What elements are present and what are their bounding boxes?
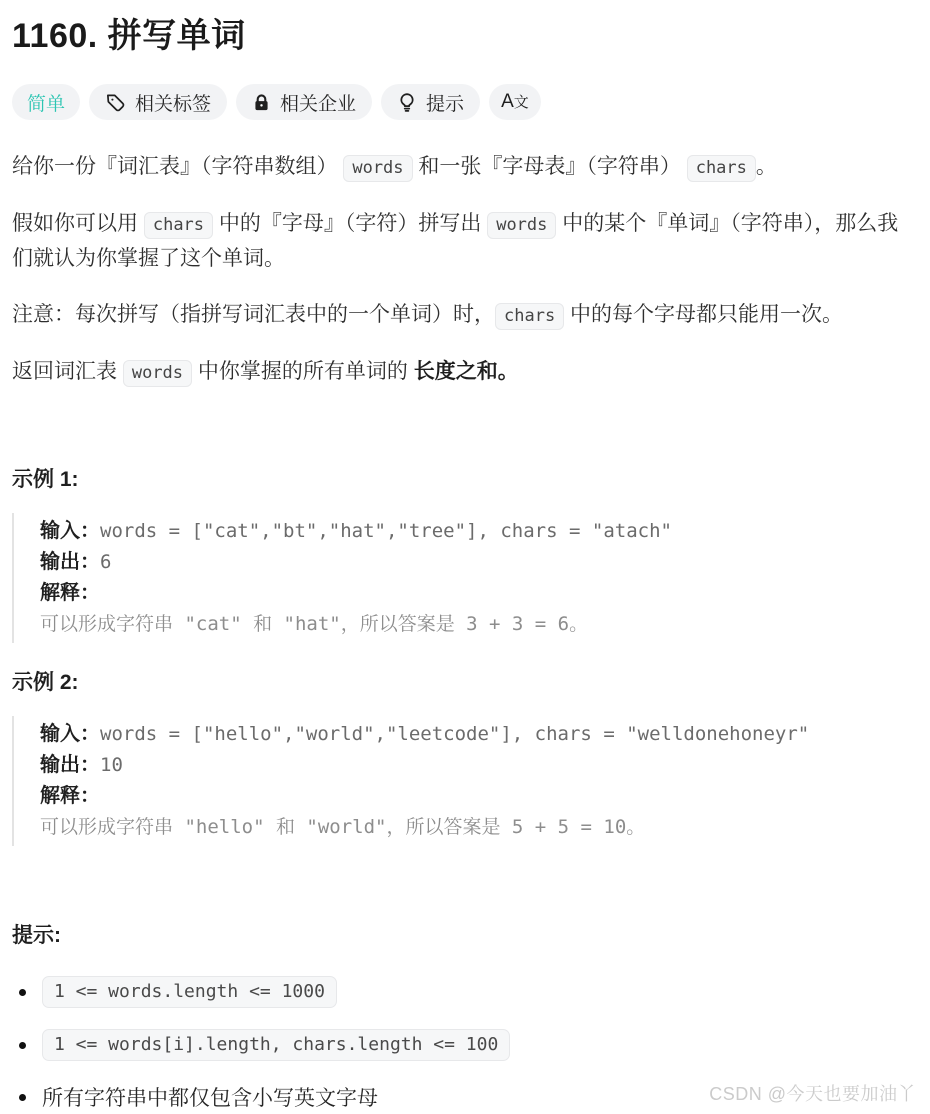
text-run: 。 — [755, 155, 777, 178]
text-run: 给你一份『词汇表』（字符串数组） — [12, 155, 344, 178]
problem-description — [12, 150, 916, 390]
output-label: 输出： — [40, 754, 100, 776]
input-label: 输入： — [40, 520, 100, 542]
difficulty-badge: 简单 — [12, 84, 80, 120]
text-run: 中的『字母』（字符）拼写出 — [213, 212, 488, 235]
constraint-text: 所有字符串中都仅包含小写英文字母 — [42, 1087, 378, 1110]
text-run: 中的每个字母都只能用一次。 — [564, 303, 844, 326]
inline-code: words — [487, 212, 556, 239]
input-value: words = ["cat","bt","hat","tree"], chars = "atach" — [100, 520, 672, 542]
constraints-title: 提示: — [12, 924, 61, 947]
related-companies-label: 相关企业 — [280, 93, 357, 115]
output-value: 6 — [100, 551, 112, 573]
example-explanation: 可以形成字符串 "cat" 和 "hat"，所以答案是 3 + 3 = 6。 — [40, 613, 589, 635]
description-paragraph-4 — [12, 355, 916, 390]
bold-text: 长度之和。 — [413, 360, 519, 383]
inline-code: chars — [687, 155, 756, 182]
text-run: 和一张『字母表』（字符串） — [412, 155, 687, 178]
bullet-dot — [19, 989, 26, 996]
example-header: 示例 1: — [12, 468, 79, 491]
input-value: words = ["hello","world","leetcode"], chars = "welldonehoneyr" — [100, 723, 810, 745]
example-explanation: 可以形成字符串 "hello" 和 "world"，所以答案是 5 + 5 = 10。 — [40, 816, 646, 838]
example-block — [12, 513, 916, 643]
example-explain-line — [40, 578, 916, 609]
badge-row — [12, 84, 916, 120]
bullet-dot — [19, 1094, 26, 1101]
constraint-code: 1 <= words.length <= 1000 — [42, 976, 337, 1008]
text-run: 中的某个『单词』（字符串），那么我们就认为你掌握了这个单词。 — [12, 212, 899, 270]
description-paragraph-3 — [12, 298, 916, 333]
example-output-line — [40, 547, 916, 578]
examples-section — [12, 466, 916, 846]
output-value: 10 — [100, 754, 123, 776]
bullet-dot — [19, 1042, 26, 1049]
example-block — [12, 716, 916, 846]
page-title: 1160. 拼写单词 — [12, 17, 246, 55]
related-companies-button[interactable] — [236, 84, 372, 120]
example-input-line — [40, 516, 916, 547]
text-run: 假如你可以用 — [12, 212, 144, 235]
constraint-item — [12, 976, 916, 1008]
inline-code: words — [343, 155, 412, 182]
text-run: 中你掌握的所有单词的 — [192, 360, 414, 383]
translate-button[interactable] — [489, 84, 541, 120]
example-input-line — [40, 719, 916, 750]
constraint-code: 1 <= words[i].length, chars.length <= 100 — [42, 1029, 510, 1061]
example-header: 示例 2: — [12, 671, 79, 694]
explain-label: 解释： — [40, 582, 100, 604]
related-tags-button[interactable] — [89, 84, 227, 120]
text-run: 返回词汇表 — [12, 360, 123, 383]
watermark: CSDN @今天也要加油丫 — [709, 1084, 916, 1104]
related-tags-label: 相关标签 — [135, 93, 212, 115]
inline-code: chars — [144, 212, 213, 239]
input-label: 输入： — [40, 723, 100, 745]
lightbulb-icon — [397, 92, 417, 113]
text-run: 注意：每次拼写（指拼写词汇表中的一个单词）时， — [12, 303, 495, 326]
example-output-line — [40, 750, 916, 781]
description-paragraph-2 — [12, 207, 916, 276]
hint-badge-label: 提示 — [426, 93, 465, 115]
output-label: 输出： — [40, 551, 100, 573]
example-explain-line — [40, 781, 916, 812]
hint-button[interactable] — [381, 84, 480, 120]
description-paragraph-1 — [12, 150, 916, 185]
constraint-item — [12, 1029, 916, 1061]
lock-icon — [252, 93, 271, 112]
inline-code: words — [123, 360, 192, 387]
inline-code: chars — [495, 303, 564, 330]
explain-label: 解释： — [40, 785, 100, 807]
translate-icon: A文 — [501, 91, 529, 112]
tag-icon — [105, 92, 126, 113]
